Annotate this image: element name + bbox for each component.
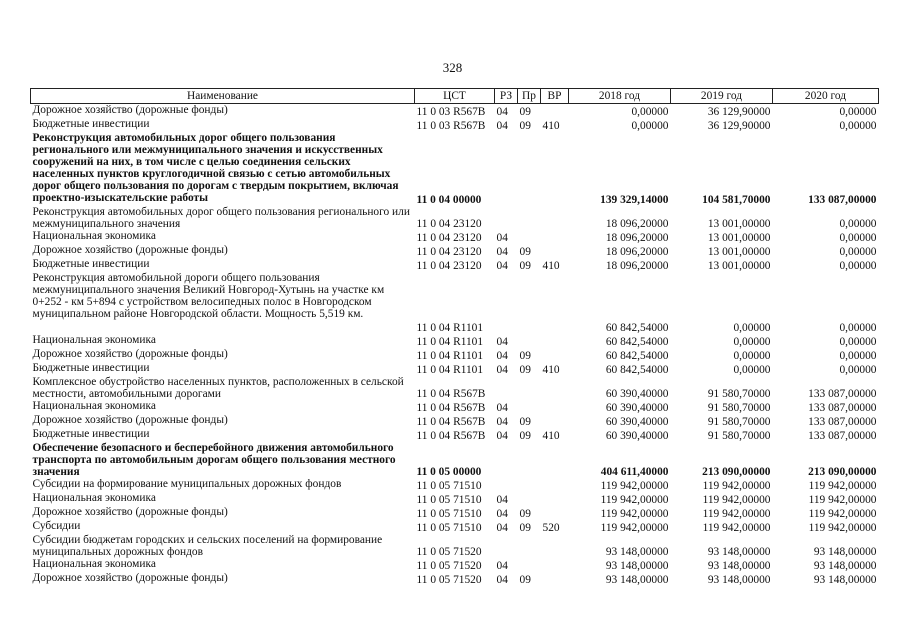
row-vr: 410 [542,364,560,376]
row-cst: 11 0 05 71510 [416,508,482,520]
row-rz: 04 [496,508,508,520]
row-2018: 18 096,20000 [605,246,669,258]
row-name: Бюджетные инвестиции [32,362,150,374]
table-row [31,414,879,428]
row-2020: 93 148,00000 [813,546,877,558]
row-pr: 09 [519,120,531,132]
page-number: 328 [442,60,463,75]
row-2020: 119 942,00000 [808,494,877,506]
row-2020: 0,00000 [839,120,877,132]
table-row [31,258,879,272]
row-rz: 04 [496,260,508,272]
row-2018: 0,00000 [631,106,669,118]
row-cst: 11 0 05 71510 [416,480,482,492]
row-pr: 09 [519,574,531,586]
row-cst: 11 0 04 R567B [416,416,486,428]
row-2019: 0,00000 [733,336,771,348]
row-cst: 11 0 05 71520 [416,560,482,572]
row-vr [541,348,569,362]
row-pr: 09 [519,364,531,376]
table-header-row [31,89,879,104]
row-2019: 13 001,00000 [707,246,771,258]
row-pr [518,206,541,230]
row-2019: 104 581,70000 [702,194,771,206]
row-2018: 60 842,54000 [605,336,669,348]
row-2019: 13 001,00000 [707,232,771,244]
row-pr: 09 [519,430,531,442]
row-2020: 0,00000 [839,322,877,334]
table-row [31,572,879,586]
row-cst: 11 0 05 71510 [416,494,482,506]
row-rz: 04 [496,232,508,244]
row-2018: 0,00000 [631,120,669,132]
header-cst: ЦСТ [415,89,495,104]
row-rz: 04 [496,364,508,376]
row-rz: 04 [496,574,508,586]
table-row [31,362,879,376]
row-rz: 04 [496,522,508,534]
row-vr [541,272,569,334]
row-2018: 60 842,54000 [605,350,669,362]
row-name: Дорожное хозяйство (дорожные фонды) [32,506,228,518]
row-vr [541,104,569,119]
row-name: Комплексное обустройство населенных пунктов, расположенных в сельской местности, автомобильными дорогами [32,376,404,400]
table-row [31,520,879,534]
row-rz: 04 [496,430,508,442]
row-name: Дорожное хозяйство (дорожные фонды) [32,572,228,584]
table-row [31,558,879,572]
row-vr [541,132,569,206]
row-rz [495,132,518,206]
row-rz: 04 [496,336,508,348]
row-name: Национальная экономика [32,400,156,412]
row-rz [495,376,518,400]
row-name: Бюджетные инвестиции [32,118,150,130]
row-2020: 133 087,00000 [808,402,877,414]
row-2020: 119 942,00000 [808,508,877,520]
row-2020: 0,00000 [839,260,877,272]
header-2018: 2018 год [569,89,671,104]
row-2018: 93 148,00000 [605,546,669,558]
row-2019: 119 942,00000 [702,508,771,520]
row-2018: 60 390,40000 [605,430,669,442]
row-vr: 410 [542,430,560,442]
row-2020: 119 942,00000 [808,480,877,492]
row-cst: 11 0 04 23120 [416,246,482,258]
row-2019: 119 942,00000 [702,522,771,534]
row-vr [541,230,569,244]
row-pr: 09 [519,246,531,258]
row-pr [518,400,541,414]
table-row [31,118,879,132]
row-2019: 93 148,00000 [707,560,771,572]
row-2019: 0,00000 [733,322,771,334]
row-rz: 04 [496,120,508,132]
row-cst: 11 0 04 R1101 [416,350,484,362]
table-body [31,104,879,587]
row-name: Субсидии на формирование муниципальных дорожных фондов [32,478,342,490]
row-name: Реконструкция автомобильной дороги общего пользования межмуниципального значения Великий Новгород-Хутынь на участке км 0+252 - км 5+894 с устройством велосипедных полос в Новгородском муниципальном районе Новгородской области. Мощность 5,519 км. [32,272,385,320]
row-pr [518,272,541,334]
header-vr: ВР [541,89,569,104]
row-pr: 09 [519,416,531,428]
row-2018: 60 390,40000 [605,402,669,414]
row-pr [518,534,541,558]
row-2019: 36 129,90000 [707,106,771,118]
row-name: Реконструкция автомобильных дорог общего пользования регионального или межмуниципального значения и искусственных сооружений на них, в том числе с целью соединения сельских населенных пунктов круглогодичной связью с сетью автомобильных дорог общего пользования по дорогам с твердым покрытием, включая проектно-изыскательские работы [32,132,399,204]
row-rz: 04 [496,416,508,428]
row-rz: 04 [496,560,508,572]
row-name: Дорожное хозяйство (дорожные фонды) [32,104,228,116]
row-vr [541,534,569,558]
row-cst: 11 0 04 R1101 [416,336,484,348]
row-rz: 04 [496,246,508,258]
row-2018: 60 842,54000 [605,364,669,376]
row-2018: 404 611,40000 [600,466,669,478]
row-name: Обеспечение безопасного и бесперебойного движения автомобильного транспорта по автомобильным дорогам общего пользования местного значения [32,442,396,478]
row-2020: 93 148,00000 [813,574,877,586]
row-cst: 11 0 04 R1101 [416,364,484,376]
row-rz: 04 [496,106,508,118]
header-2019: 2019 год [671,89,773,104]
row-name: Дорожное хозяйство (дорожные фонды) [32,348,228,360]
row-vr [541,400,569,414]
row-vr: 520 [542,522,560,534]
row-2020: 0,00000 [839,246,877,258]
row-rz: 04 [496,350,508,362]
row-2019: 0,00000 [733,350,771,362]
row-cst: 11 0 03 R567B [416,120,486,132]
row-2020: 0,00000 [839,218,877,230]
row-2020: 93 148,00000 [813,560,877,572]
row-2018: 93 148,00000 [605,560,669,572]
row-2019: 91 580,70000 [707,388,771,400]
row-2020: 133 087,00000 [808,416,877,428]
row-cst: 11 0 05 71520 [416,574,482,586]
row-pr [518,334,541,348]
row-cst: 11 0 04 R567B [416,388,486,400]
row-pr [518,376,541,400]
row-rz: 04 [496,402,508,414]
row-pr [518,132,541,206]
row-vr [541,506,569,520]
header-rz: РЗ [495,89,518,104]
row-2019: 36 129,90000 [707,120,771,132]
row-2018: 139 329,14000 [600,194,669,206]
row-2020: 0,00000 [839,232,877,244]
row-cst: 11 0 04 23120 [416,260,482,272]
row-pr: 09 [519,260,531,272]
row-cst: 11 0 04 00000 [416,194,482,206]
budget-table [30,88,879,586]
table-row [31,428,879,442]
row-vr [541,492,569,506]
row-cst: 11 0 05 71510 [416,522,482,534]
row-rz: 04 [496,494,508,506]
row-2018: 93 148,00000 [605,574,669,586]
row-2020: 133 087,00000 [808,430,877,442]
row-name: Национальная экономика [32,230,156,242]
row-2018: 18 096,20000 [605,232,669,244]
row-2020: 0,00000 [839,336,877,348]
row-2018: 60 390,40000 [605,388,669,400]
row-pr: 09 [519,522,531,534]
row-name: Дорожное хозяйство (дорожные фонды) [32,414,228,426]
table-row [31,272,879,334]
row-2019: 13 001,00000 [707,260,771,272]
row-2019: 0,00000 [733,364,771,376]
row-name: Реконструкция автомобильных дорог общего пользования регионального или межмуниципального значения [32,206,410,230]
table-row [31,442,879,478]
table-row [31,400,879,414]
row-pr [518,442,541,478]
row-2018: 60 390,40000 [605,416,669,428]
row-pr [518,230,541,244]
table-row [31,230,879,244]
row-2019: 213 090,00000 [702,466,771,478]
row-pr: 09 [519,508,531,520]
row-2018: 60 842,54000 [605,322,669,334]
row-pr [518,492,541,506]
row-vr [541,478,569,492]
row-cst: 11 0 04 R567B [416,402,486,414]
row-name: Национальная экономика [32,558,156,570]
row-2020: 213 090,00000 [808,466,877,478]
row-2020: 133 087,00000 [808,388,877,400]
header-2020: 2020 год [773,89,879,104]
row-2019: 93 148,00000 [707,574,771,586]
header-pr: Пр [518,89,541,104]
table-row [31,334,879,348]
row-2019: 93 148,00000 [707,546,771,558]
row-vr: 410 [542,120,560,132]
row-cst: 11 0 04 23120 [416,232,482,244]
header-name: Наименование [31,89,415,104]
row-name: Национальная экономика [32,334,156,346]
row-2020: 0,00000 [839,350,877,362]
row-2018: 119 942,00000 [600,508,669,520]
row-vr [541,558,569,572]
row-vr [541,442,569,478]
row-2019: 119 942,00000 [702,494,771,506]
row-2020: 133 087,00000 [808,194,877,206]
row-2019: 13 001,00000 [707,218,771,230]
row-name: Субсидии [32,520,81,532]
table-row [31,348,879,362]
row-2019: 91 580,70000 [707,430,771,442]
table-row [31,534,879,558]
row-cst: 11 0 05 71520 [416,546,482,558]
row-vr [541,244,569,258]
row-2018: 18 096,20000 [605,218,669,230]
row-2019: 91 580,70000 [707,416,771,428]
row-vr: 410 [542,260,560,272]
row-rz [495,206,518,230]
row-vr [541,572,569,586]
row-cst: 11 0 03 R567B [416,106,486,118]
row-2018: 119 942,00000 [600,494,669,506]
row-vr [541,206,569,230]
row-vr [541,376,569,400]
row-pr: 09 [519,106,531,118]
row-name: Бюджетные инвестиции [32,258,150,270]
row-name: Дорожное хозяйство (дорожные фонды) [32,244,228,256]
row-rz [495,442,518,478]
row-2020: 0,00000 [839,364,877,376]
table-row [31,492,879,506]
row-vr [541,414,569,428]
row-name: Бюджетные инвестиции [32,428,150,440]
row-2018: 119 942,00000 [600,522,669,534]
table-row [31,132,879,206]
row-rz [495,478,518,492]
row-2018: 119 942,00000 [600,480,669,492]
row-2018: 18 096,20000 [605,260,669,272]
row-2020: 119 942,00000 [808,522,877,534]
row-2019: 91 580,70000 [707,402,771,414]
row-cst: 11 0 05 00000 [416,466,482,478]
row-pr [518,558,541,572]
row-2020: 0,00000 [839,106,877,118]
row-cst: 11 0 04 R1101 [416,322,484,334]
row-vr [541,334,569,348]
row-cst: 11 0 04 R567B [416,430,486,442]
row-rz [495,534,518,558]
table-row [31,506,879,520]
row-2019: 119 942,00000 [702,480,771,492]
row-pr [518,478,541,492]
table-row [31,206,879,230]
table-row [31,104,879,119]
table-row [31,244,879,258]
row-pr: 09 [519,350,531,362]
row-name: Национальная экономика [32,492,156,504]
row-rz [495,272,518,334]
row-name: Субсидии бюджетам городских и сельских поселений на формирование муниципальных дорожных фондов [32,534,383,558]
table-row [31,478,879,492]
table-row [31,376,879,400]
row-cst: 11 0 04 23120 [416,218,482,230]
